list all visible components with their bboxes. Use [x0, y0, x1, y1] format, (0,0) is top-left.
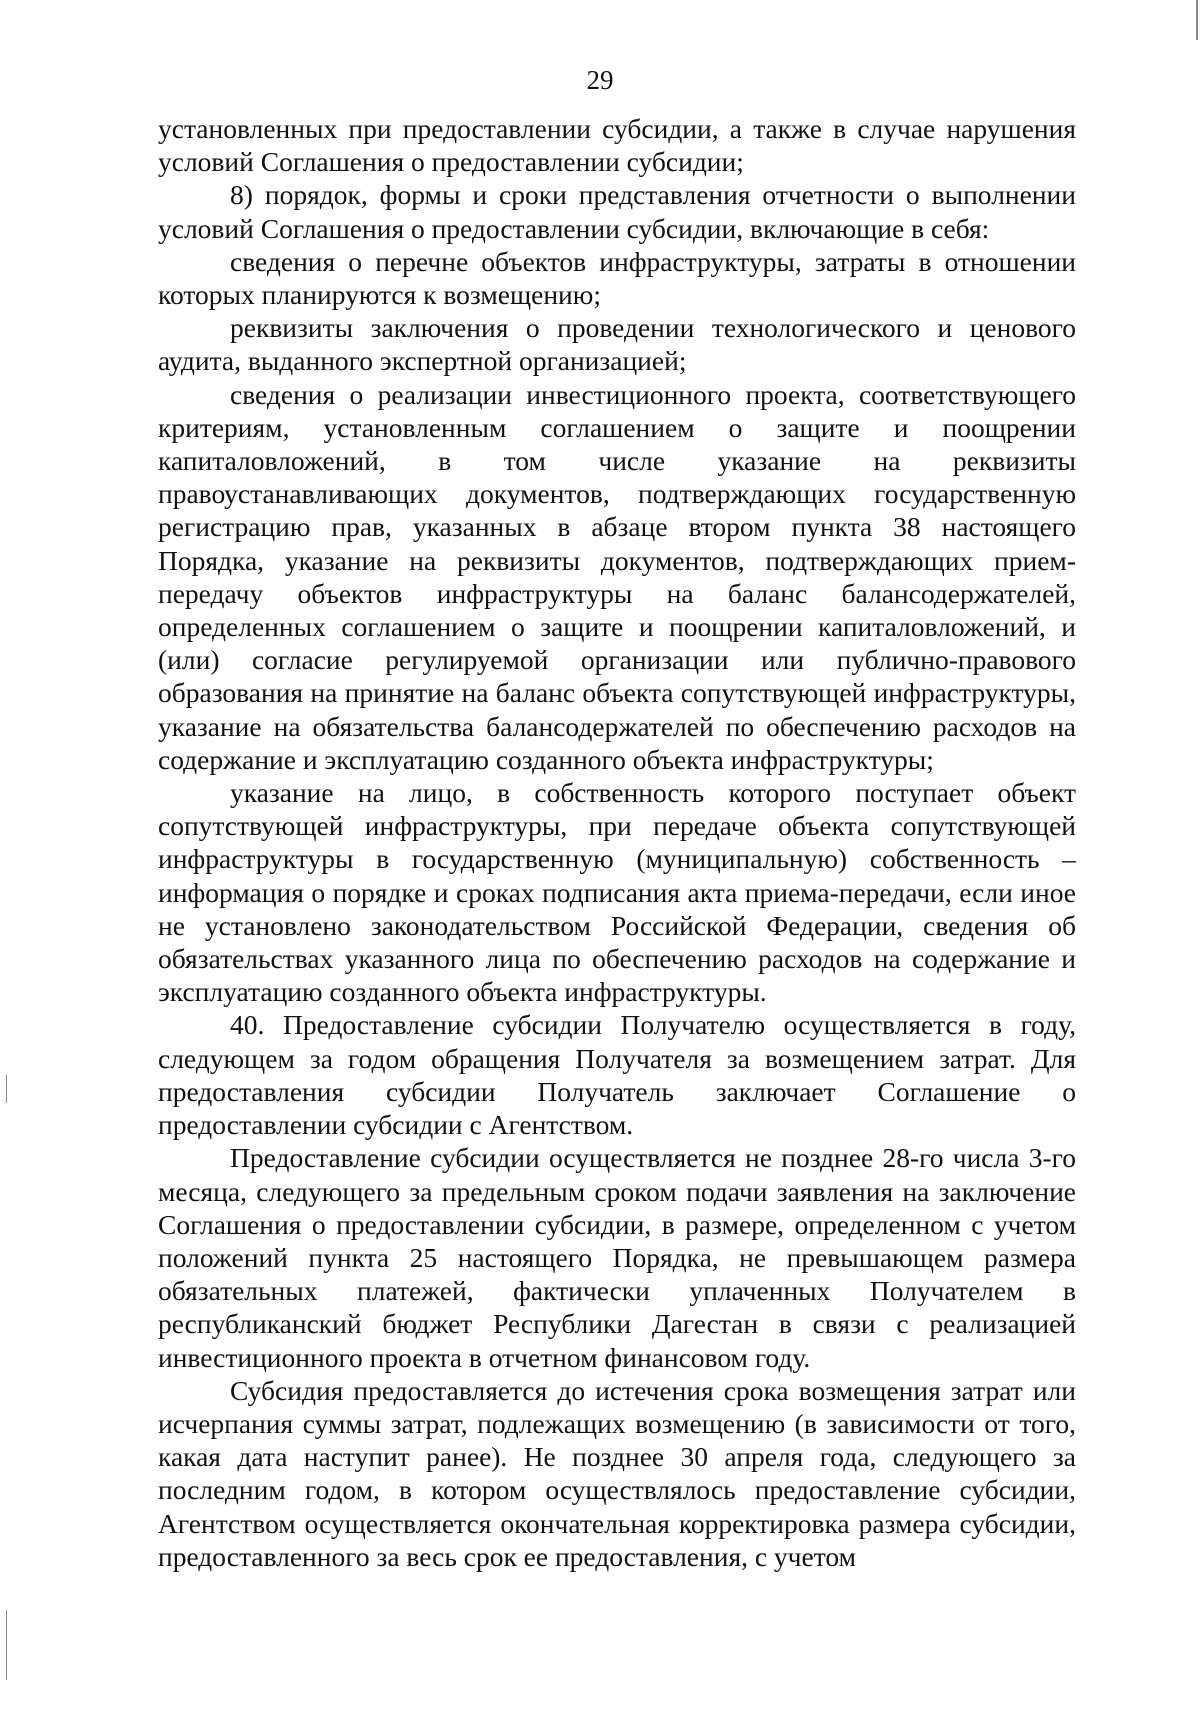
- paragraph-owner-info: указание на лицо, в собственность которого поступает объект сопутствующей инфраструктуры, при передаче объекта сопутствующей инфраструктуры в государственную (муниципальную) собственность – информация о порядке и сроках подписания акта приема-передачи, если иное не установлено законодательством Российской Федерации, сведения об обязательствах указанного лица по обеспечению расходов на содержание и эксплуатацию созданного объекта инфраструктуры.: [158, 777, 1076, 1008]
- paragraph-continuation: установленных при предоставлении субсидии, а также в случае нарушения условий Соглашения о предоставлении субсидии;: [158, 113, 1076, 178]
- page-number: 29: [586, 65, 614, 95]
- paragraph-subsidy-deadline: Предоставление субсидии осуществляется не позднее 28-го числа 3-го месяца, следующего за предельным сроком подачи заявления на заключение Соглашения о предоставлении субсидии, в размере, определенном с учетом положений пункта 25 настоящего Порядка, не превышающем размера обязательных платежей, фактически уплаченных Получателем в республиканский бюджет Республики Дагестан в связи с реализацией инвестиционного проекта в отчетном финансовом году.: [158, 1142, 1076, 1373]
- scan-edge-mark: [6, 1075, 7, 1103]
- paragraph-audit-details: реквизиты заключения о проведении технологического и ценового аудита, выданного экспертной организацией;: [158, 312, 1076, 377]
- paragraph-item-40: 40. Предоставление субсидии Получателю осуществляется в году, следующем за годом обращения Получателя за возмещением затрат. Для предоставления субсидии Получатель заключает Соглашение о предоставлении субсидии с Агентством.: [158, 1009, 1076, 1141]
- paragraph-infrastructure-list: сведения о перечне объектов инфраструктуры, затраты в отношении которых планируются к возмещению;: [158, 245, 1076, 311]
- scan-edge-mark: [1196, 0, 1198, 40]
- scan-edge-mark: [6, 1610, 7, 1680]
- paragraph-subsidy-term: Субсидия предоставляется до истечения срока возмещения затрат или исчерпания суммы затрат, подлежащих возмещению (в зависимости от того, какая дата наступит ранее). Не позднее 30 апреля года, следующего за последним годом, в котором осуществлялось предоставление субсидии, Агентством осуществляется окончательная корректировка размера субсидии, предоставленного за весь срок ее предоставления, с учетом: [158, 1374, 1076, 1572]
- paragraph-project-info: сведения о реализации инвестиционного проекта, соответствующего критериям, установленным соглашением о защите и поощрении капиталовложений, в том числе указание на реквизиты правоустанавливающих документов, подтверждающих государственную регистрацию прав, указанных в абзаце втором пункта 38 настоящего Порядка, указание на реквизиты документов, подтверждающих прием-передачу объектов инфраструктуры на баланс балансодержателей, определенных соглашением о защите и поощрении капиталовложений, и (или) согласие регулируемой организации или публично-правового образования на принятие на баланс объекта сопутствующей инфраструктуры, указание на обязательства балансодержателей по обеспечению расходов на содержание и эксплуатацию созданного объекта инфраструктуры;: [158, 378, 1076, 775]
- document-body: [158, 112, 1076, 1573]
- paragraph-item-8: 8) порядок, формы и сроки представления отчетности о выполнении условий Соглашения о предоставлении субсидии, включающие в себя:: [158, 179, 1076, 244]
